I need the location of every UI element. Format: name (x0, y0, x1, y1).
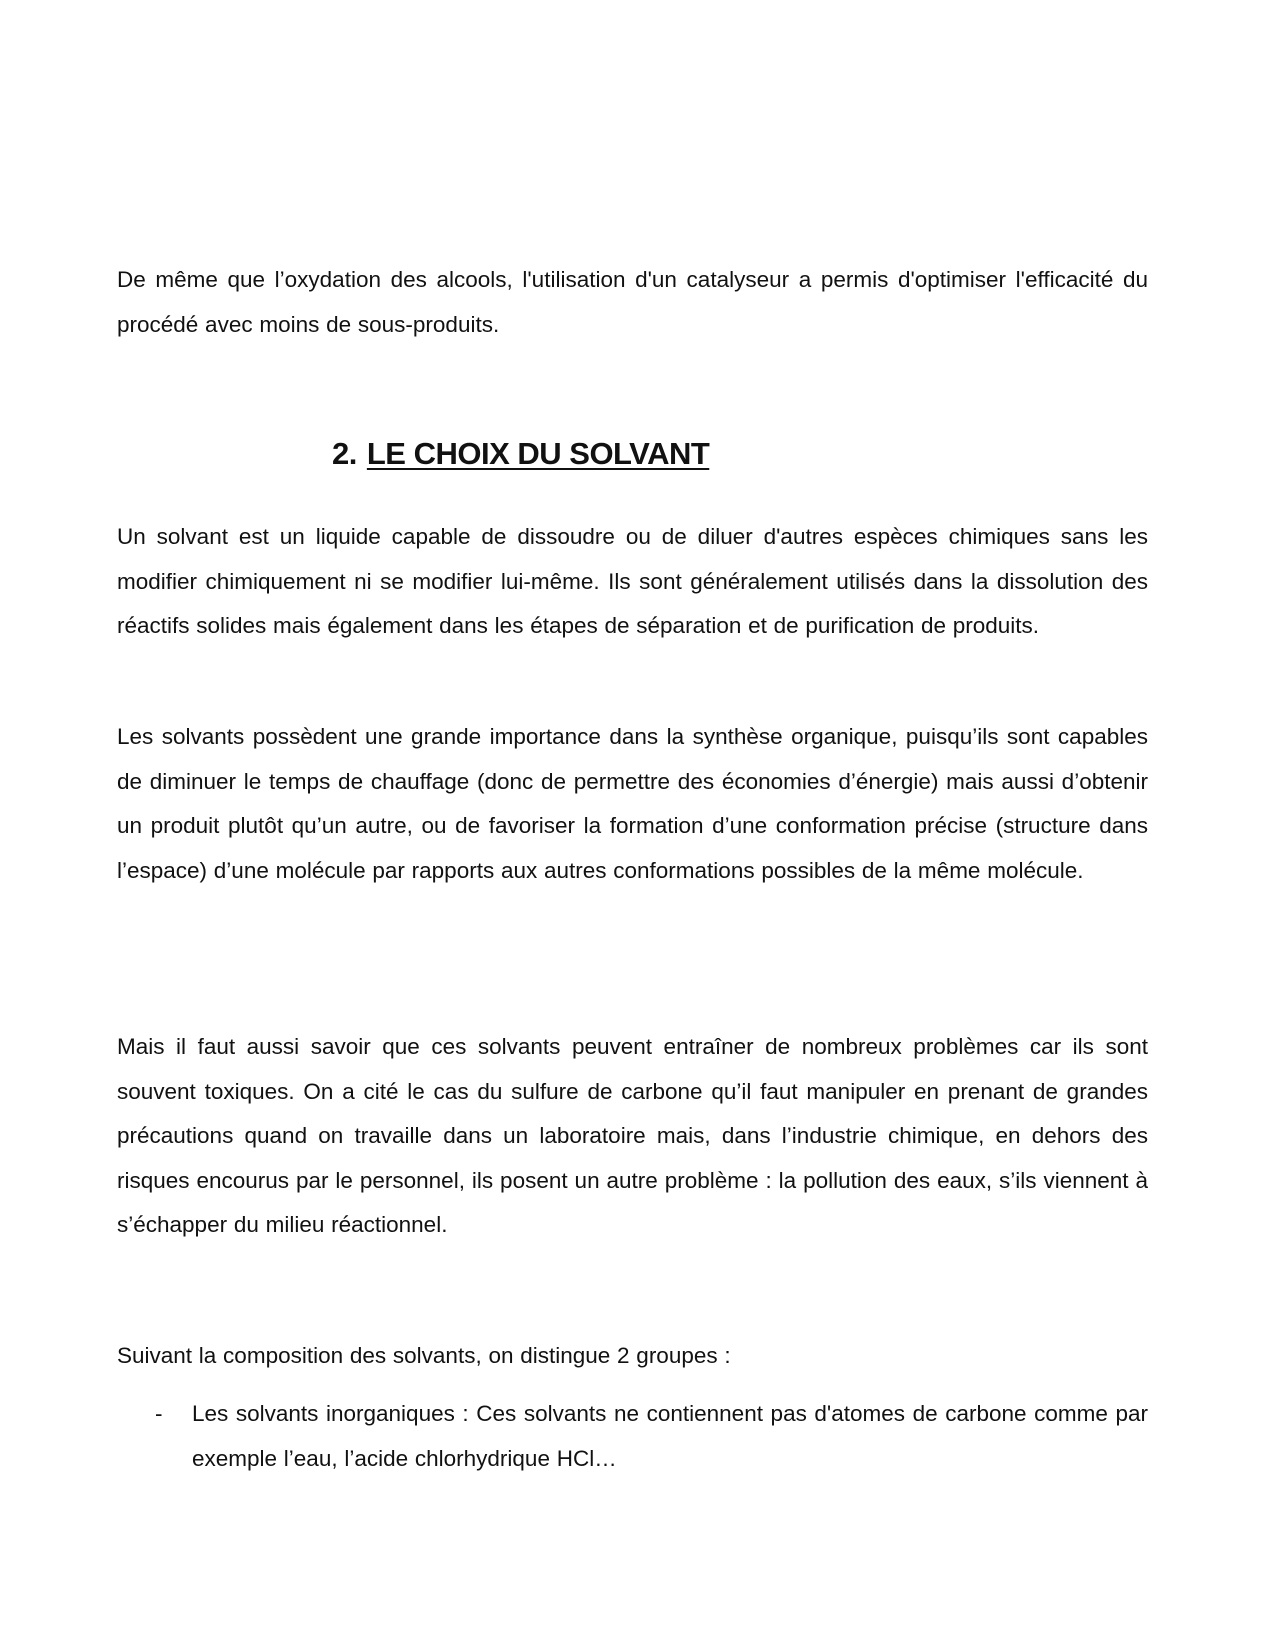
paragraph-solvent-toxicity: Mais il faut aussi savoir que ces solvants peuvent entraîner de nombreux problèmes car ils sont souvent toxiques. On a cité le cas du sulfure de carbone qu’il faut manipuler en prenant de grandes précautions quand on travaille dans un laboratoire mais, dans l’industrie chimique, en dehors des risques encourus par le personnel, ils posent un autre problème : la pollution des eaux, s’ils viennent à s’échapper du milieu réactionnel. (117, 1034, 1148, 1237)
paragraph-solvent-groups: Suivant la composition des solvants, on distingue 2 groupes : (117, 1343, 731, 1368)
section-number: 2. (332, 436, 357, 471)
section-heading (332, 436, 709, 472)
intro-paragraph: De même que l’oxydation des alcools, l'utilisation d'un catalyseur a permis d'optimiser l'efficacité du procédé avec moins de sous-produits. (117, 267, 1148, 337)
list-item-text: Les solvants inorganiques : Ces solvants ne contiennent pas d'atomes de carbone comme par exemple l’eau, l’acide chlorhydrique HCl… (192, 1401, 1148, 1471)
list-bullet: - (155, 1401, 163, 1426)
section-title: LE CHOIX DU SOLVANT (366, 436, 710, 471)
paragraph-solvent-definition: Un solvant est un liquide capable de dissoudre ou de diluer d'autres espèces chimiques sans les modifier chimiquement ni se modifier lui-même. Ils sont généralement utilisés dans la dissolution des réactifs solides mais également dans les étapes de séparation et de purification de produits. (117, 524, 1148, 638)
paragraph-solvent-importance: Les solvants possèdent une grande importance dans la synthèse organique, puisqu’ils sont capables de diminuer le temps de chauffage (donc de permettre des économies d’énergie) mais aussi d’obtenir un produit plutôt qu’un autre, ou de favoriser la formation d’une conformation précise (structure dans l’espace) d’une molécule par rapports aux autres conformations possibles de la même molécule. (117, 724, 1148, 883)
